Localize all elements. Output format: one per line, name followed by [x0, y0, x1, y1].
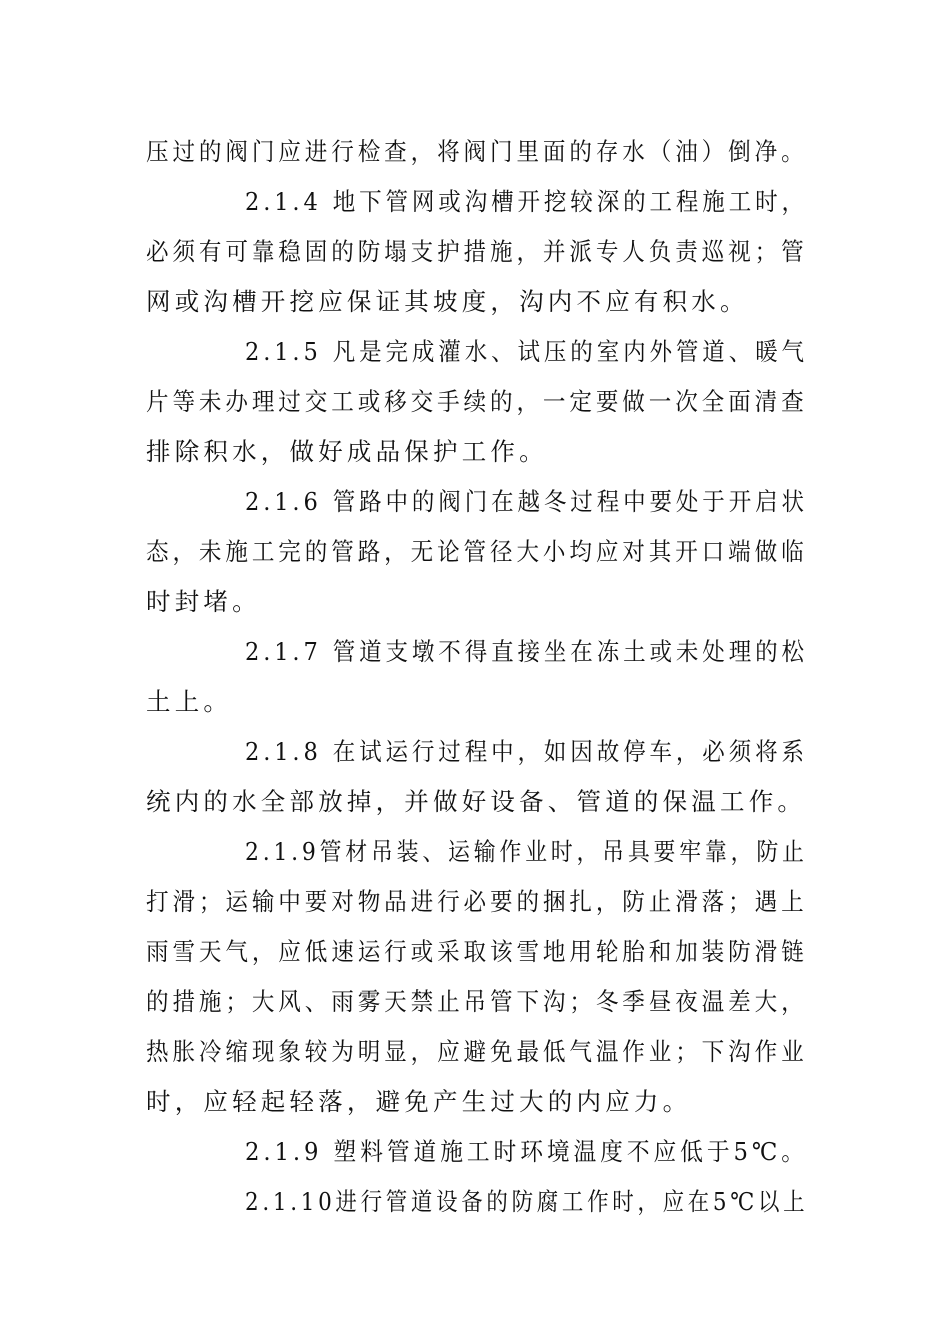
text-line: 必须有可靠稳固的防塌支护措施，并派专人负责巡视；管: [146, 237, 808, 266]
text-line: 的措施；大风、雨雾天禁止吊管下沟；冬季昼夜温差大，: [146, 987, 808, 1016]
text-line: 网或沟槽开挖应保证其坡度，沟内不应有积水。: [146, 287, 749, 316]
clause-2-1-9-line: 2.1.9管材吊装、运输作业时，吊具要牢靠，防止: [245, 837, 808, 866]
clause-2-1-8-line: 2.1.8 在试运行过程中，如因故停车，必须将系: [245, 737, 808, 766]
text-line: 排除积水，做好成品保护工作。: [146, 437, 548, 466]
text-line: 压过的阀门应进行检查，将阀门里面的存水（油）倒净。: [146, 137, 808, 166]
text-line: 时封堵。: [146, 587, 261, 616]
text-line: 统内的水全部放掉，并做好设备、管道的保温工作。: [146, 787, 807, 816]
text-line: 雨雪天气，应低速运行或采取该雪地用轮胎和加装防滑链: [146, 937, 808, 966]
text-line: 热胀冷缩现象较为明显，应避免最低气温作业；下沟作业: [146, 1037, 808, 1066]
clause-2-1-6-line: 2.1.6 管路中的阀门在越冬过程中要处于开启状: [245, 487, 808, 516]
clause-2-1-10-line: 2.1.10进行管道设备的防腐工作时，应在5℃以上: [245, 1187, 809, 1216]
text-line: 打滑；运输中要对物品进行必要的捆扎，防止滑落；遇上: [146, 887, 808, 916]
text-line: 片等未办理过交工或移交手续的，一定要做一次全面清查: [146, 387, 808, 416]
clause-2-1-7-line: 2.1.7 管道支墩不得直接坐在冻土或未处理的松: [245, 637, 808, 666]
text-line: 土上。: [146, 687, 233, 716]
clause-2-1-9b-line: 2.1.9 塑料管道施工时环境温度不应低于5℃。: [245, 1137, 808, 1166]
clause-2-1-4-line: 2.1.4 地下管网或沟槽开挖较深的工程施工时，: [245, 187, 808, 216]
text-line: 时，应轻起轻落，避免产生过大的内应力。: [146, 1087, 692, 1116]
text-line: 态，未施工完的管路，无论管径大小均应对其开口端做临: [146, 537, 808, 566]
clause-2-1-5-line: 2.1.5 凡是完成灌水、试压的室内外管道、暖气: [245, 337, 808, 366]
